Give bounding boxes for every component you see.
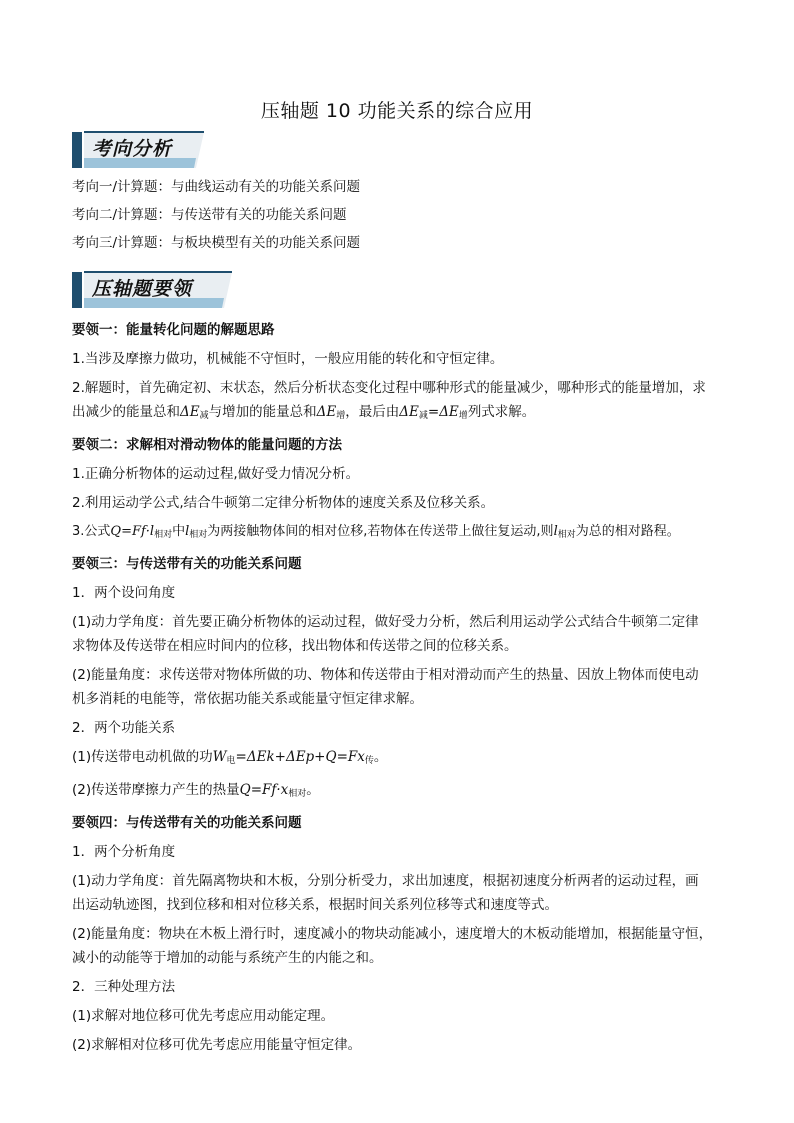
formula: Q=Ff·x	[239, 782, 289, 798]
formula: ΔE	[180, 404, 200, 420]
subscript: 相对	[557, 530, 576, 540]
text-line: 1.当涉及摩擦力做功，机械能不守恒时，一般应用能的转化和守恒定律。	[72, 351, 504, 367]
point-heading: 要领三：与传送带有关的功能关系问题	[72, 556, 302, 572]
text-line: (2)能量角度：物块在木板上滑行时，速度减小的物块动能减小，速度增大的木板动能增加，根据能量守恒，	[72, 926, 713, 942]
section-banner-analysis	[72, 128, 204, 168]
text-line: 2.解题时，首先确定初、末状态，然后分析状态变化过程中哪种形式的能量减少，哪种形式的能量增加，求	[72, 380, 706, 396]
text-line-with-formula	[72, 522, 732, 545]
text-line: (2)能量角度：求传送带对物体所做的功、物体和传送带由于相对滑动而产生的热量、因放上物体而使电动	[72, 667, 699, 683]
text-line: 2．两个功能关系	[72, 720, 176, 736]
text-line: 1．两个设问角度	[72, 585, 176, 601]
subscript: 相对	[189, 530, 208, 540]
formula: ΔE	[316, 404, 337, 420]
text: 列式求解。	[467, 404, 536, 420]
subscript: 传	[364, 756, 374, 766]
text: 出减少的能量总和	[72, 404, 180, 420]
formula: =ΔEk+ΔEp+Q=Fx	[235, 749, 365, 765]
banner-label: 压轴题要领	[92, 278, 193, 300]
page-title: 压轴题 10 功能关系的综合应用	[260, 100, 534, 122]
formula: Q=Ff·l	[110, 524, 155, 539]
subscript: 增	[336, 411, 346, 421]
point-heading: 要领二：求解相对滑动物体的能量问题的方法	[72, 437, 342, 453]
formula: l	[553, 524, 558, 539]
text-line: (1)求解对地位移可优先考虑应用动能定理。	[72, 1008, 335, 1024]
point-heading: 要领一：能量转化问题的解题思路	[72, 322, 275, 338]
formula: l	[185, 524, 190, 539]
text: 。	[306, 782, 320, 798]
text: 中	[172, 524, 186, 539]
subscript: 相对	[288, 789, 307, 799]
formula: W	[212, 749, 227, 765]
subscript: 电	[226, 756, 236, 766]
point-heading: 要领四：与传送带有关的功能关系问题	[72, 815, 302, 831]
text: ，最后由	[345, 404, 400, 420]
text: 为两接触物体间的相对位移,若物体在传送带上做往复运动,则	[207, 524, 554, 539]
text-line: 1.正确分析物体的运动过程,做好受力情况分析。	[72, 466, 360, 482]
text-line-with-formula	[72, 402, 732, 426]
text-line: 求物体及传送带在相应时间内的位移，找出物体和传送带之间的位移关系。	[72, 638, 518, 654]
text-line: (2)求解相对位移可优先考虑应用能量守恒定律。	[72, 1037, 362, 1053]
text-line: 减小的动能等于增加的动能与系统产生的内能之和。	[72, 950, 383, 966]
list-item: 考向二/计算题：与传送带有关的功能关系问题	[72, 207, 347, 223]
list-item: 考向一/计算题：与曲线运动有关的功能关系问题	[72, 179, 361, 195]
text-line: (1)动力学角度：首先隔离物块和木板，分别分析受力，求出加速度，根据初速度分析两者的运动过程，画	[72, 873, 699, 889]
formula: ΔE	[439, 404, 459, 420]
list-item: 考向三/计算题：与板块模型有关的功能关系问题	[72, 235, 361, 251]
text: 3.公式	[72, 524, 111, 539]
banner-label: 考向分析	[92, 138, 173, 160]
text: (2)传送带摩擦力产生的热量	[72, 782, 240, 798]
subscript: 减	[418, 411, 428, 421]
text-line: 1．两个分析角度	[72, 844, 176, 860]
text: =	[427, 404, 440, 420]
text-line: 2.利用运动学公式,结合牛顿第二定律分析物体的速度关系及位移关系。	[72, 495, 495, 511]
text-line: 机多消耗的电能等，常依据功能关系或能量守恒定律求解。	[72, 691, 423, 707]
text: 。	[373, 749, 388, 765]
text: 为总的相对路程。	[575, 524, 680, 539]
text-line-with-formula	[72, 747, 732, 771]
section-banner-key-points	[72, 268, 232, 308]
text-line: 出运动轨迹图，找到位移和相对位移关系，根据时间关系列位移等式和速度等式。	[72, 897, 558, 913]
subscript: 减	[199, 411, 209, 421]
text: (1)传送带电动机做的功	[72, 749, 213, 765]
formula: ΔE	[399, 404, 419, 420]
text-line: 2．三种处理方法	[72, 979, 176, 995]
text: 与增加的能量总和	[208, 404, 317, 420]
text-line-with-formula	[72, 780, 732, 804]
main-content	[72, 320, 732, 1064]
text-line: (1)动力学角度：首先要正确分析物体的运动过程，做好受力分析，然后利用运动学公式结合牛顿第二定律	[72, 614, 699, 630]
subscript: 相对	[154, 530, 173, 540]
subscript: 增	[458, 411, 468, 421]
